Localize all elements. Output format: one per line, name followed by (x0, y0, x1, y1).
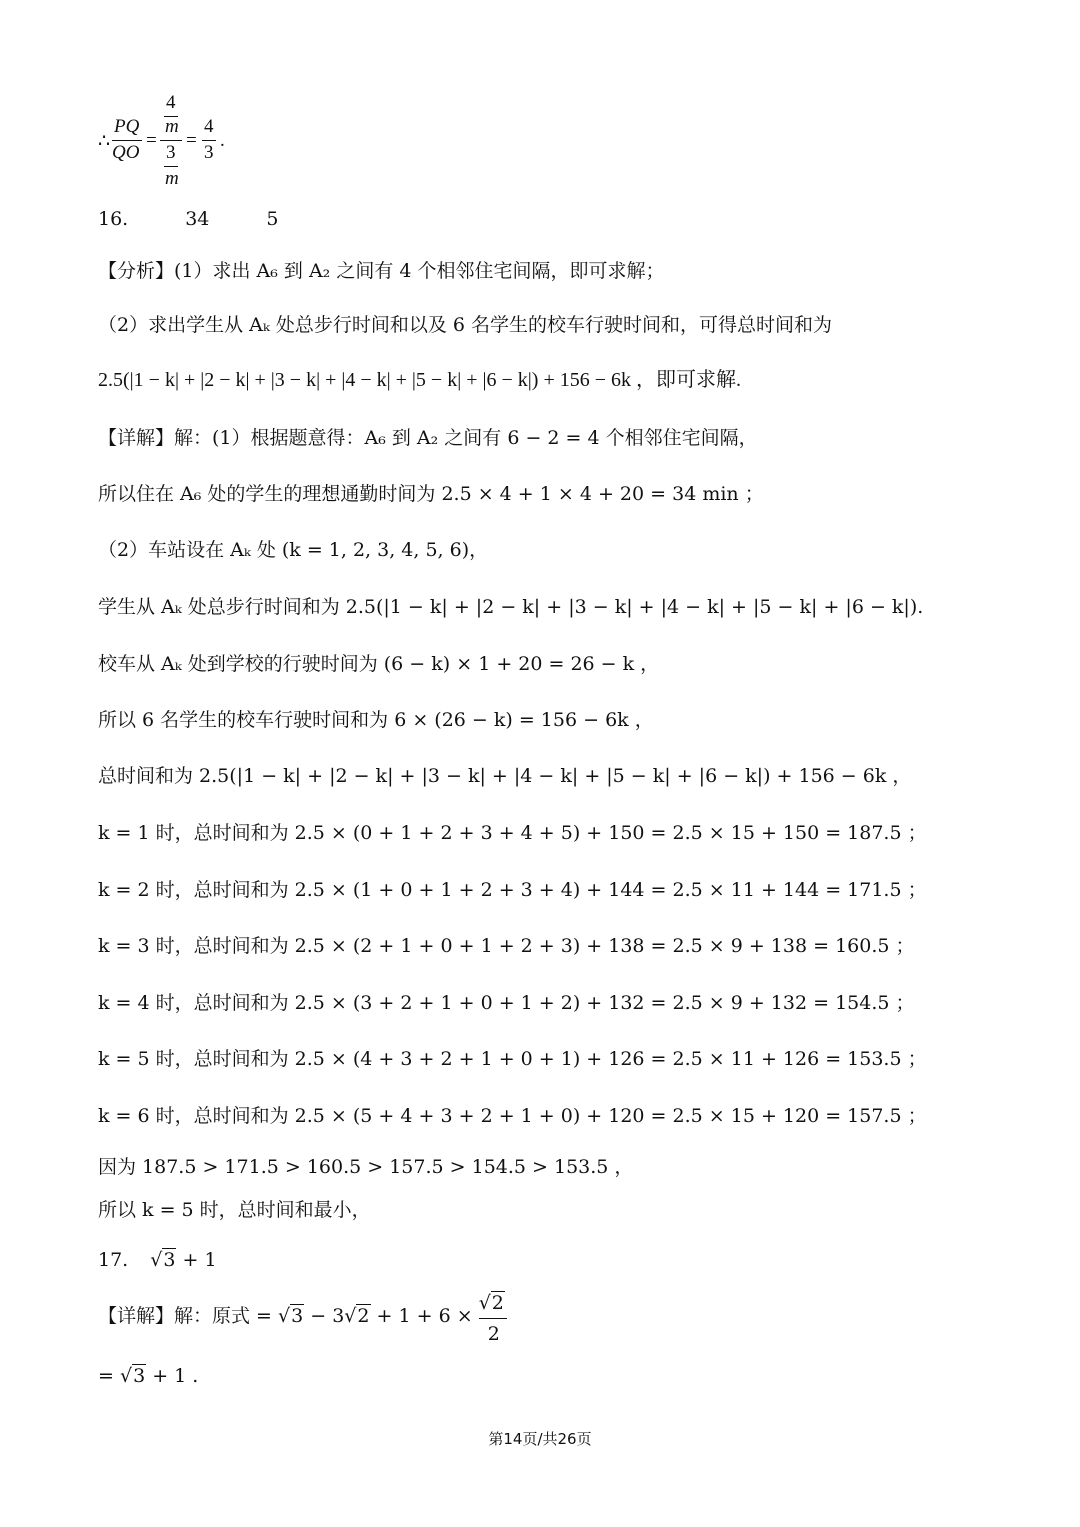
final-tail: + 1 . (146, 1365, 199, 1387)
detail-line-1: 【详解】解：(1）根据题意得：A₆ 到 A₂ 之间有 6 − 2 = 4 个相邻住宅间隔， (98, 427, 758, 449)
detail-17-tail: + 1 + 6 × (370, 1305, 479, 1327)
main-fraction-bar (160, 140, 182, 141)
detail-line-3: （2）车站设在 Aₖ 处 (k = 1, 2, 3, 4, 5, 6)， (98, 539, 489, 561)
k3-line: k = 3 时，总时间和为 2.5 × (2 + 1 + 0 + 1 + 2 + 3) + 138 = 2.5 × 9 + 138 = 160.5 ； (98, 935, 915, 957)
result-numerator: 4 (204, 116, 214, 137)
result-denominator: 3 (204, 142, 214, 163)
k1-line: k = 1 时，总时间和为 2.5 × (0 + 1 + 2 + 3 + 4 + 5) + 150 = 2.5 × 15 + 150 = 187.5 ； (98, 822, 927, 844)
analysis-line-1: 【分析】(1）求出 A₆ 到 A₂ 之间有 4 个相邻住宅间隔，即可求解； (98, 260, 665, 282)
analysis-line-2: （2）求出学生从 Aₖ 处总步行时间和以及 6 名学生的校车行驶时间和，可得总时间和为 (98, 314, 832, 336)
sqrt-3-b: 3 (291, 1305, 304, 1327)
fraction-bar (112, 140, 142, 141)
nested-numerator-4: 4 (166, 92, 176, 113)
nested-numerator-3: 3 (166, 142, 176, 163)
because-line: 因为 187.5 > 171.5 > 160.5 > 157.5 > 154.5 > 153.5 ， (98, 1156, 634, 1178)
detail-line-7: 总时间和为 2.5(|1 − k| + |2 − k| + |3 − k| + |4 − k| + |5 − k| + |6 − k|) + 156 − 6k ， (98, 765, 912, 787)
sqrt2-over-2-fraction: $\frac{√2}{2}$ (479, 1303, 509, 1331)
sqrt-3: 3 (163, 1249, 176, 1271)
k2-line: k = 2 时，总时间和为 2.5 × (1 + 0 + 1 + 2 + 3 + 4) + 144 = 2.5 × 11 + 144 = 171.5 ； (98, 879, 927, 901)
detail-line-4: 学生从 Aₖ 处总步行时间和为 2.5(|1 − k| + |2 − k| + |3 − k| + |4 − k| + |5 − k| + |6 − k|). (98, 596, 924, 618)
equals-sign: = (146, 130, 157, 151)
k4-line: k = 4 时，总时间和为 2.5 × (3 + 2 + 1 + 0 + 1 + 2) + 132 = 2.5 × 9 + 132 = 154.5 ； (98, 992, 915, 1014)
k6-line: k = 6 时，总时间和为 2.5 × (5 + 4 + 3 + 2 + 1 + 0) + 120 = 2.5 × 15 + 120 = 157.5 ； (98, 1105, 927, 1127)
fraction-numerator-pq: PQ (114, 116, 140, 137)
question-17-answer: 17. √3 + 1 (98, 1246, 217, 1274)
fraction-sqrt2-numerator: 2 (491, 1292, 504, 1314)
k5-line: k = 5 时，总时间和为 2.5 × (4 + 3 + 2 + 1 + 0 + 1) + 126 = 2.5 × 11 + 126 = 153.5 ； (98, 1048, 927, 1070)
sqrt-2: 2 (357, 1305, 370, 1327)
final-sqrt-3: 3 (133, 1365, 146, 1387)
result-fraction-bar (202, 140, 216, 141)
therefore-line: 所以 k = 5 时，总时间和最小， (98, 1199, 371, 1221)
final-result-line: = √3 + 1 . (98, 1362, 198, 1390)
detail-line-5: 校车从 Aₖ 处到学校的行驶时间为 (6 − k) × 1 + 20 = 26 − k ， (98, 653, 660, 675)
plus-one: + 1 (176, 1249, 217, 1271)
page-footer: 第14页/共26页 (488, 1430, 592, 1448)
fraction-denominator-2: 2 (487, 1323, 500, 1345)
detail-17-line: 【详解】解：原式 = √3 − 3√2 + 1 + 6 × $\frac{√2}{2}$ (98, 1302, 509, 1331)
nested-denominator-m: m (165, 116, 179, 137)
detail-line-6: 所以 6 名学生的校车行驶时间和为 6 × (26 − k) = 156 − 6k ， (98, 709, 654, 731)
nested-fraction-bar-bottom (164, 166, 178, 167)
question-17-number: 17. (98, 1249, 129, 1271)
detail-17-prefix: 【详解】解：原式 = (98, 1305, 278, 1327)
fraction-denominator-qo: QO (112, 142, 140, 163)
detail-line-2: 所以住在 A₆ 处的学生的理想通勤时间为 2.5 × 4 + 1 × 4 + 20 = 34 min ； (98, 483, 764, 505)
fraction-expression (98, 92, 258, 192)
minus-three: − 3 (304, 1305, 345, 1327)
question-16-answer: 16. 34 5 (98, 208, 279, 230)
nested-denominator-m-2: m (165, 168, 179, 189)
analysis-line-3: 2.5(|1 − k| + |2 − k| + |3 − k| + |4 − k| + |5 − k| + |6 − k|) + 156 − 6k ，即可求解. (98, 369, 741, 391)
therefore-symbol: ∴ (98, 131, 111, 152)
final-equals: = (98, 1365, 120, 1387)
period: . (220, 130, 225, 151)
equals-sign-2: = (186, 130, 197, 151)
